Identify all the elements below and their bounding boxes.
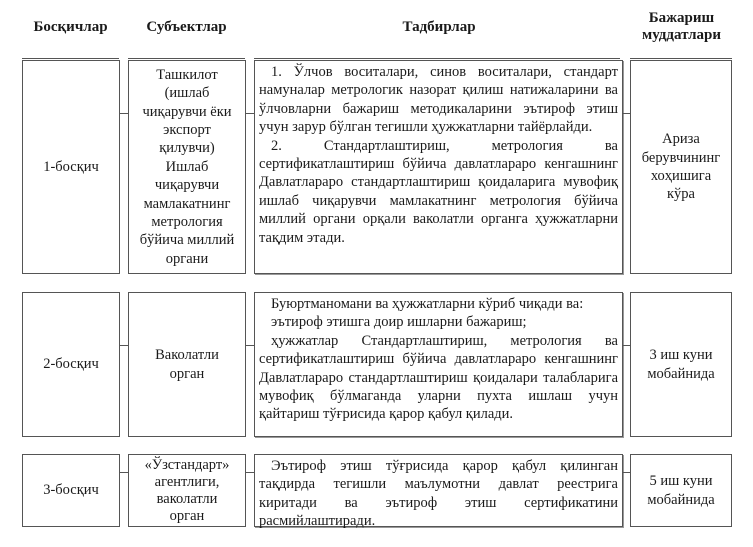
stage-box-1 (22, 60, 120, 274)
actions-box-2 (254, 292, 623, 437)
deadline-box-3 (630, 454, 732, 527)
subject-line: агентлиги, (154, 473, 220, 490)
subject-line: органи (165, 250, 209, 267)
subject-box-3 (128, 454, 246, 527)
connector (120, 113, 128, 114)
stage-box-3 (22, 454, 120, 527)
connector (246, 345, 254, 346)
deadline-label (642, 130, 721, 204)
stage-label: 2-босқич (43, 356, 99, 373)
deadline-line: берувчининг (641, 149, 721, 166)
header-actions (254, 19, 624, 36)
deadline-line: мобайнида (647, 365, 715, 382)
subject-line: Ташкилот (156, 66, 218, 83)
connector (246, 472, 254, 473)
subject-line: «Ўзстандарт» (144, 456, 230, 473)
header-subjects-text: Субъектлар (146, 19, 227, 35)
action-paragraph: Эътироф этиш тўғрисида қарор қабул қилинган тақдирда тегишли маълумотни давлат реестрига киритади ва эътироф этиш сертификатини расмийлаштиради. (259, 458, 618, 530)
subject-line: орган (169, 507, 205, 524)
actions-box-3 (254, 454, 623, 530)
header-stages (22, 19, 119, 36)
subject-line: ваколатли (156, 490, 218, 507)
deadline-line: 5 иш куни (649, 473, 713, 490)
deadline-box-1 (630, 60, 732, 274)
header-stages-text: Босқичлар (33, 19, 108, 35)
action-paragraph: эътироф этишга доир ишларни бажариш; (271, 314, 527, 331)
subject-line: бўйича миллий (139, 232, 235, 249)
deadline-line: кўра (667, 186, 695, 203)
subject-line: орган (169, 365, 205, 382)
deadline-line: хоҳишига (650, 168, 712, 184)
header-underline-deadline (630, 58, 732, 59)
header-deadline (630, 10, 733, 44)
subject-label (140, 66, 234, 268)
action-paragraph: 1. Ўлчов воситалари, синов воситалари, стандарт намуналар метрологик назорат қилиш натижаларини ва ўлчовларни бажариш методикаларини эътироф этиш учун зарур бўлган тегишли ҳужжатларни тайёрлайди. (259, 64, 618, 136)
deadline-line: Ариза (662, 131, 700, 148)
subject-line: қилувчи) (159, 140, 215, 157)
deadline-box-2 (630, 292, 732, 437)
connector (120, 472, 128, 473)
header-underline-stages (22, 58, 119, 59)
header-underline-subjects (128, 58, 245, 59)
action-paragraph: 2. Стандартлаштириш, метрология ва сертификатлаштириш бўйича давлатлараро кенгашнинг Давлатлараро стандартлаштириш қоидаларига мувофиқ ишлаб чиқарувчи мамлакатнинг метрология бўйича миллий органи орқали ваколатли органга ҳужжатларни тақдим этади. (259, 137, 618, 246)
header-subjects (128, 19, 245, 36)
subject-line: Ишлаб (165, 158, 209, 175)
subject-line: мамлакатнинг (143, 195, 231, 212)
connector (246, 113, 254, 114)
subject-label (155, 346, 219, 383)
subject-line: (ишлаб (164, 85, 210, 102)
header-underline-actions (254, 58, 620, 59)
header-deadline-line1: Бажариш (648, 10, 715, 26)
connector (120, 345, 128, 346)
connector (623, 345, 630, 346)
subject-line: чиқарувчи (154, 177, 220, 194)
action-paragraph: ҳужжатлар Стандартлаштириш, метрология ва сертификатлаштириш бўйича давлатлараро кенгашнинг Давлатлараро стандартлаштириш қоидалари талабларига мувофиқ бўлмаганда уларни пухта ишлаш учун қайтариш тўғрисида қарор қабул қилади. (259, 332, 618, 423)
subject-label (145, 457, 230, 525)
header-actions-text: Тадбирлар (402, 19, 476, 35)
connector (623, 472, 630, 473)
stage-label: 1-босқич (43, 158, 99, 175)
stage-box-2 (22, 292, 120, 437)
header-deadline-line2: муддатлари (642, 27, 721, 43)
stage-label: 3-босқич (43, 482, 99, 499)
subject-line: Ваколатли (155, 347, 219, 364)
subject-box-1 (128, 60, 246, 274)
connector (623, 113, 630, 114)
actions-box-1 (254, 60, 623, 274)
subject-box-2 (128, 292, 246, 437)
subject-line: чиқарувчи ёки (142, 103, 232, 120)
subject-line: экспорт (163, 121, 211, 138)
deadline-label (647, 472, 714, 509)
deadline-label (647, 346, 714, 383)
deadline-line: мобайнида (647, 491, 715, 508)
subject-line: метрология (151, 214, 223, 231)
deadline-line: 3 иш куни (649, 347, 713, 364)
action-paragraph: Буюртманомани ва ҳужжатларни кўриб чиқади ва: (271, 296, 584, 312)
